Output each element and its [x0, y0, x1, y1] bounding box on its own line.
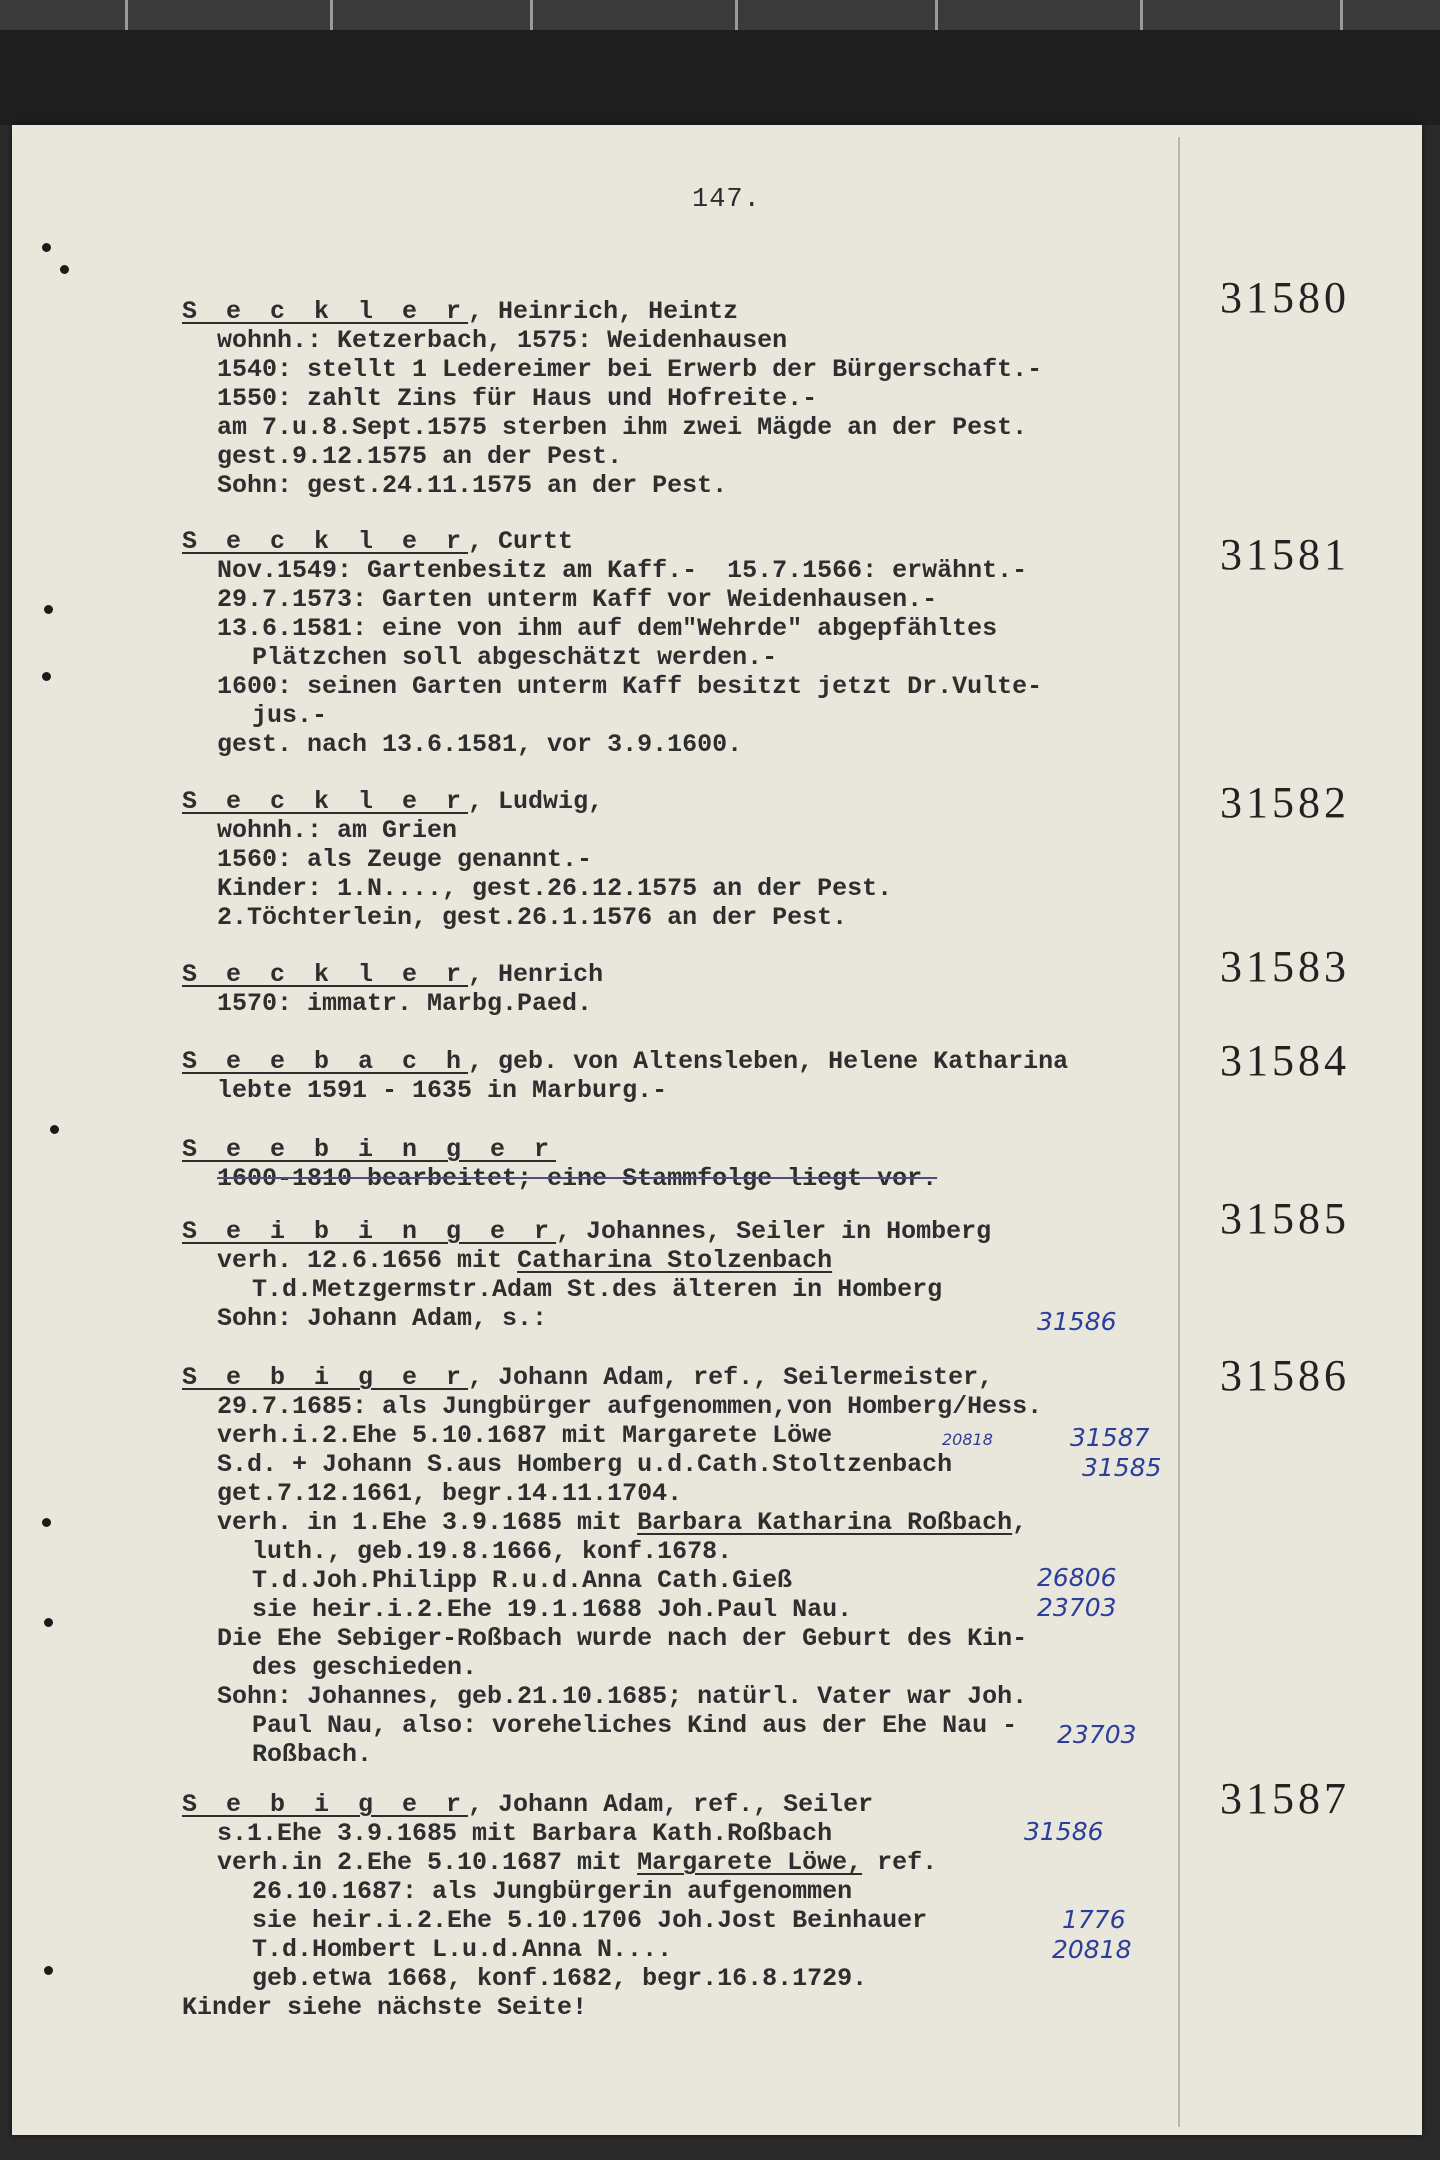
edge-tick: [330, 0, 333, 30]
entry-line: des geschieden.: [252, 1653, 478, 1682]
handwritten-reference: 20818: [942, 1430, 993, 1449]
entry-line: T.d.Joh.Philipp R.u.d.Anna Cath.Gieß: [252, 1566, 793, 1595]
entry-line: Sohn: Johannes, geb.21.10.1685; natürl. Vater war Joh.: [217, 1682, 1028, 1711]
entry-line: 13.6.1581: eine von ihm auf dem"Wehrde" abgepfähltes: [217, 614, 998, 643]
edge-tick: [1140, 0, 1143, 30]
handwritten-reference: 1776: [1062, 1905, 1126, 1934]
entry-name: , geb. von Altensleben, Helene Katharina: [468, 1047, 1069, 1076]
punch-hole: [42, 1518, 51, 1527]
entry-name: , Ludwig,: [468, 787, 604, 816]
entry-line: 1540: stellt 1 Ledereimer bei Erwerb der Bürgerschaft.-: [217, 355, 1043, 384]
entry-31581: [182, 527, 1182, 759]
entry-31585: [182, 1217, 1182, 1333]
handwritten-reference: 31586: [1037, 1307, 1117, 1336]
entry-line: gest.9.12.1575 an der Pest.: [217, 442, 623, 471]
handwritten-reference: 26806: [1037, 1563, 1117, 1592]
entry-name: , Johannes, Seiler in Homberg: [556, 1217, 992, 1246]
entry-line: 1570: immatr. Marbg.Paed.: [217, 989, 593, 1018]
scan-top-edge: [0, 0, 1440, 30]
entry-31582: [182, 787, 1182, 932]
entry-seebinger-struck: [182, 1135, 1182, 1193]
entry-number: 31583: [1220, 942, 1350, 991]
entry-line: S.d. + Johann S.aus Homberg u.d.Cath.Stoltzenbach: [217, 1450, 953, 1479]
punch-hole: [44, 1618, 53, 1627]
entry-line: luth., geb.19.8.1666, konf.1678.: [252, 1537, 733, 1566]
entry-line: Kinder siehe nächste Seite!: [182, 1993, 588, 2022]
entry-line: Kinder: 1.N...., gest.26.12.1575 an der Pest.: [217, 874, 893, 903]
entry-line: 1550: zahlt Zins für Haus und Hofreite.-: [217, 384, 818, 413]
entry-line: sie heir.i.2.Ehe 19.1.1688 Joh.Paul Nau.: [252, 1595, 853, 1624]
entry-line: get.7.12.1661, begr.14.11.1704.: [217, 1479, 683, 1508]
edge-tick: [530, 0, 533, 30]
entry-number: 31584: [1220, 1036, 1350, 1085]
handwritten-reference: 31587: [1070, 1423, 1150, 1452]
handwritten-reference: 31586: [1024, 1817, 1104, 1846]
entry-line: am 7.u.8.Sept.1575 sterben ihm zwei Mägde an der Pest.: [217, 413, 1028, 442]
edge-tick: [735, 0, 738, 30]
entry-line: Nov.1549: Gartenbesitz am Kaff.- 15.7.1566: erwähnt.-: [217, 556, 1028, 585]
entry-number: 31581: [1220, 530, 1350, 579]
handwritten-reference: 31585: [1082, 1453, 1162, 1482]
entry-surname: S e c k l e r: [182, 527, 469, 556]
entry-line: wohnh.: Ketzerbach, 1575: Weidenhausen: [217, 326, 788, 355]
entry-line: verh.in 2.Ehe 5.10.1687 mit: [217, 1848, 638, 1877]
entry-name: , Curtt: [468, 527, 574, 556]
edge-tick: [125, 0, 128, 30]
entry-line: geb.etwa 1668, konf.1682, begr.16.8.1729.: [252, 1964, 868, 1993]
handwritten-reference: 20818: [1052, 1935, 1132, 1964]
entry-line: ref.: [862, 1848, 938, 1877]
spouse-name: Margarete Löwe,: [637, 1848, 863, 1877]
punch-hole: [42, 672, 51, 681]
entry-line: 26.10.1687: als Jungbürgerin aufgenommen: [252, 1877, 853, 1906]
entry-line: 1560: als Zeuge genannt.-: [217, 845, 593, 874]
entry-line: wohnh.: am Grien: [217, 816, 458, 845]
entry-surname: S e c k l e r: [182, 787, 469, 816]
entry-line: Roßbach.: [252, 1740, 373, 1769]
entry-line: jus.-: [252, 701, 328, 730]
punch-hole: [44, 1966, 53, 1975]
entry-surname: S e c k l e r: [182, 960, 469, 989]
entry-line: Plätzchen soll abgeschätzt werden.-: [252, 643, 778, 672]
punch-hole: [60, 265, 69, 274]
entry-line: T.d.Metzgermstr.Adam St.des älteren in Homberg: [252, 1275, 943, 1304]
entry-name: , Heinrich, Heintz: [468, 297, 739, 326]
punch-hole: [50, 1125, 59, 1134]
entry-line: 29.7.1685: als Jungbürger aufgenommen,von Homberg/Hess.: [217, 1392, 1043, 1421]
entry-line: verh. 12.6.1656 mit: [217, 1246, 518, 1275]
entry-line: verh.i.2.Ehe 5.10.1687 mit Margarete Löwe: [217, 1421, 833, 1450]
entry-line: gest. nach 13.6.1581, vor 3.9.1600.: [217, 730, 743, 759]
entry-line: 1600-1810 bearbeitet; eine Stammfolge liegt vor.: [217, 1164, 938, 1193]
entry-line: 1600: seinen Garten unterm Kaff besitzt jetzt Dr.Vulte-: [217, 672, 1043, 701]
entry-name: , Henrich: [468, 960, 604, 989]
entry-number: 31580: [1220, 273, 1350, 322]
handwritten-reference: 23703: [1057, 1720, 1137, 1749]
edge-tick: [935, 0, 938, 30]
entry-line: sie heir.i.2.Ehe 5.10.1706 Joh.Jost Beinhauer: [252, 1906, 928, 1935]
entry-surname: S e i b i n g e r: [182, 1217, 557, 1246]
entry-surname: S e e b a c h: [182, 1047, 469, 1076]
entry-31584: [182, 1047, 1182, 1105]
entry-line: Paul Nau, also: voreheliches Kind aus der Ehe Nau -: [252, 1711, 1018, 1740]
entry-31586: [182, 1363, 1182, 1769]
entry-surname: S e b i g e r: [182, 1363, 469, 1392]
entry-name: , Johann Adam, ref., Seilermeister,: [468, 1363, 994, 1392]
entry-surname: S e b i g e r: [182, 1790, 469, 1819]
entry-number: 31587: [1220, 1774, 1350, 1823]
handwritten-reference: 23703: [1037, 1593, 1117, 1622]
edge-tick: [1340, 0, 1343, 30]
entry-line: Sohn: Johann Adam, s.:: [217, 1304, 548, 1333]
entry-line: ,: [1012, 1508, 1028, 1537]
entry-name: , Johann Adam, ref., Seiler: [468, 1790, 874, 1819]
entry-31580: [182, 297, 1182, 500]
spouse-name: Barbara Katharina Roßbach: [637, 1508, 1013, 1537]
entry-surname: S e c k l e r: [182, 297, 469, 326]
entry-line: s.1.Ehe 3.9.1685 mit Barbara Kath.Roßbach: [217, 1819, 833, 1848]
entry-line: 29.7.1573: Garten unterm Kaff vor Weidenhausen.-: [217, 585, 938, 614]
entry-surname: S e e b i n g e r: [182, 1135, 557, 1164]
entry-number: 31585: [1220, 1194, 1350, 1243]
punch-hole: [42, 243, 51, 252]
entry-line: Sohn: gest.24.11.1575 an der Pest.: [217, 471, 728, 500]
punch-hole: [44, 605, 53, 614]
entry-number: 31582: [1220, 778, 1350, 827]
page-number: 147.: [692, 185, 761, 215]
document-page: [12, 125, 1422, 2135]
entry-31583: [182, 960, 1182, 1018]
entry-number: 31586: [1220, 1351, 1350, 1400]
entry-line: T.d.Hombert L.u.d.Anna N....: [252, 1935, 673, 1964]
entry-line: verh. in 1.Ehe 3.9.1685 mit: [217, 1508, 638, 1537]
spouse-name: Catharina Stolzenbach: [517, 1246, 833, 1275]
entry-line: 2.Töchterlein, gest.26.1.1576 an der Pest.: [217, 903, 848, 932]
entry-line: lebte 1591 - 1635 in Marburg.-: [217, 1076, 668, 1105]
entry-line: Die Ehe Sebiger-Roßbach wurde nach der Geburt des Kin-: [217, 1624, 1028, 1653]
